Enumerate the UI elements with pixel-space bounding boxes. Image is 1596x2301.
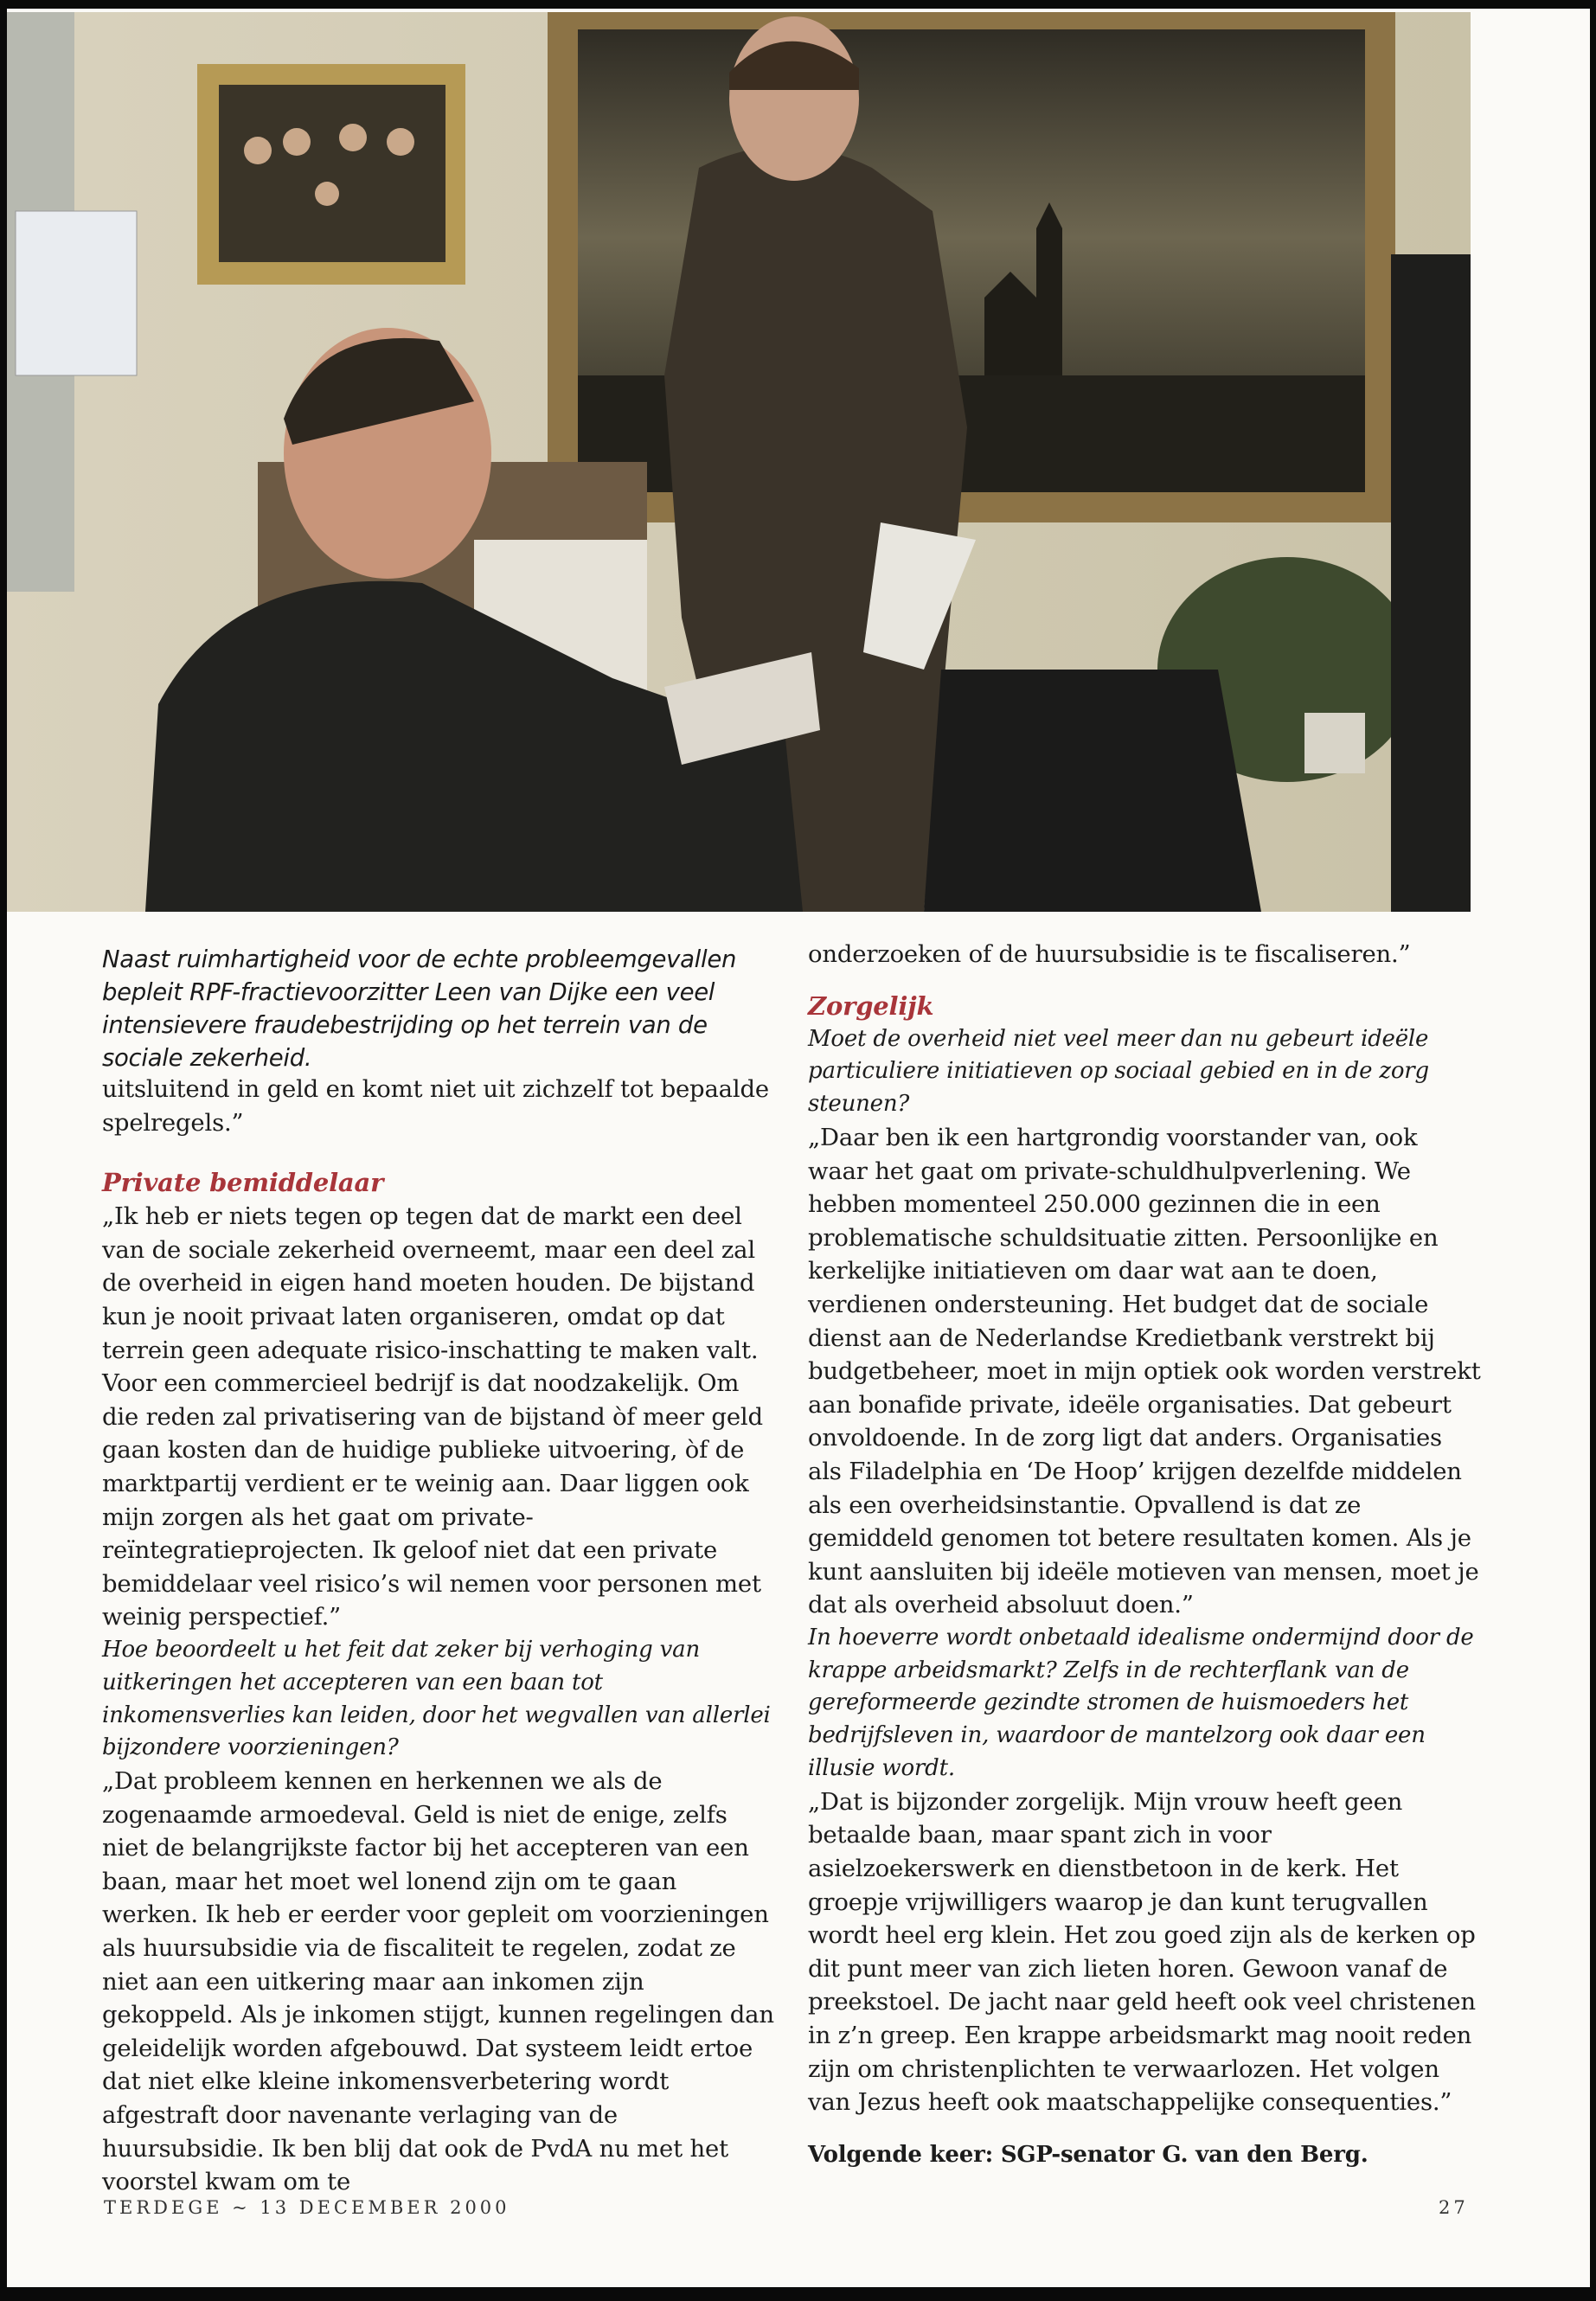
child-drawing bbox=[16, 211, 137, 375]
photo-caption: Naast ruimhartigheid voor de echte probleemgevallen bepleit RPF-fractievoorzitter Leen van Dijke een veel intensievere fraudebestrijding op het terrein van de sociale zekerheid. bbox=[102, 945, 737, 1072]
publication-footer: TERDEGE ~ 13 DECEMBER 2000 bbox=[104, 2197, 510, 2218]
paragraph: uitsluitend in geld en komt niet uit zichzelf tot bepaalde spelregels.” bbox=[102, 1075, 769, 1137]
section-heading: Private bemiddelaar bbox=[102, 1168, 384, 1198]
interview-question: In hoeverre wordt onbetaald idealisme ondermijnd door de krappe arbeidsmarkt? Zelfs in de rechterflank van de gereformeerde gezindte stromen de huismoeders het bedrijfsleven in, waardoor de mantelzorg ook daar een illusie wordt. bbox=[808, 1624, 1474, 1782]
family-photo bbox=[219, 85, 445, 262]
paragraph: „Dat is bijzonder zorgelijk. Mijn vrouw heeft geen betaalde baan, maar spant zich in voor asielzoekerswerk en dienstbetoon in de kerk. Het groepje vrijwilligers waarop je dan kunt terugvallen wordt heel erg klein. Het zou goed zijn als de kerken op dit punt meer van zich lieten horen. Gewoon vanaf de preekstoel. De jacht naar geld heeft ook veel christenen in z’n greep. Een krappe arbeidsmarkt mag nooit reden zijn om christenplichten te verwaarlozen. Het volgen van Jezus heeft ook maatschappelijke consequenties.” bbox=[808, 1787, 1476, 2117]
paragraph: „Dat probleem kennen en herkennen we als de zogenaamde armoedeval. Geld is niet de enige, zelfs niet de belangrijkste factor bij het accepteren van een baan, maar het moet wel lonend zijn om te gaan werken. Ik heb er eerder voor gepleit om voorzieningen als huursubsidie via de fiscaliteit te regelen, zodat ze niet aan een uitkering maar aan inkomen zijn gekoppeld. Als je inkomen stijgt, kunnen regelingen dan geleidelijk worden afgebouwd. Dat systeem leidt ertoe dat niet elke kleine inkomensverbetering wordt afgestraft door navenante verlaging van de huursubsidie. Ik ben blij dat ook de PvdA nu met het voorstel kwam om te bbox=[102, 1767, 774, 2196]
interview-question: Moet de overheid niet veel meer dan nu gebeurt ideële particuliere initiatieven op sociaal gebied en in de zorg steunen? bbox=[808, 1025, 1429, 1118]
chair bbox=[924, 670, 1261, 912]
interview-question: Hoe beoordeelt u het feit dat zeker bij verhoging van uitkeringen het accepteren van een baan tot inkomensverlies kan leiden, door het wegvallen van allerlei bijzondere voorzieningen? bbox=[102, 1636, 771, 1761]
magazine-page bbox=[7, 9, 1590, 2287]
next-issue-note: Volgende keer: SGP-senator G. van den Berg. bbox=[808, 2141, 1368, 2168]
paragraph: „Ik heb er niets tegen op tegen dat de markt een deel van de sociale zekerheid overneemt, maar een deel zal de overheid in eigen hand moeten houden. De bijstand kun je nooit privaat laten organiseren, omdat op dat terrein geen adequate risico-inschatting te maken valt. Voor een commercieel bedrijf is dat noodzakelijk. Om die reden zal privatisering van de bijstand òf meer geld gaan kosten dan de huidige publieke uitvoering, òf de marktpartij verdient er te weinig aan. Daar liggen ook mijn zorgen als het gaat om private-reïntegratieprojecten. Ik geloof niet dat een private bemiddelaar veel risico’s wil nemen voor personen met weinig perspectief.” bbox=[102, 1202, 763, 1631]
section-heading: Zorgelijk bbox=[808, 990, 934, 1021]
left-column bbox=[102, 1073, 777, 2199]
page-number: 27 bbox=[1439, 2197, 1469, 2218]
paragraph: onderzoeken of de huursubsidie is te fiscaliseren.” bbox=[808, 940, 1411, 968]
paragraph: „Daar ben ik een hartgrondig voorstander van, ook waar het gaat om private-schuldhulpverlening. We hebben momenteel 250.000 gezinnen die in een problematische schuldsituatie zitten. Persoonlijke en kerkelijke initiatieven om daar wat aan te doen, verdienen ondersteuning. Het budget dat de sociale dienst aan de Nederlandse Kredietbank verstrekt bij budgetbeheer, moet in mijn optiek ook worden verstrekt aan bonafide private, ideële organisaties. Dat gebeurt onvoldoende. In de zorg ligt dat anders. Organisaties als Filadelphia en ‘De Hoop’ krijgen dezelfde middelen als een overheidsinstantie. Opvallend is dat ze gemiddeld genomen tot betere resultaten komen. Als je kunt aansluiten bij ideële motieven van mensen, moet je dat als overheid absoluut doen.” bbox=[808, 1123, 1481, 1619]
article-photo bbox=[7, 12, 1471, 912]
right-column bbox=[808, 938, 1483, 2171]
